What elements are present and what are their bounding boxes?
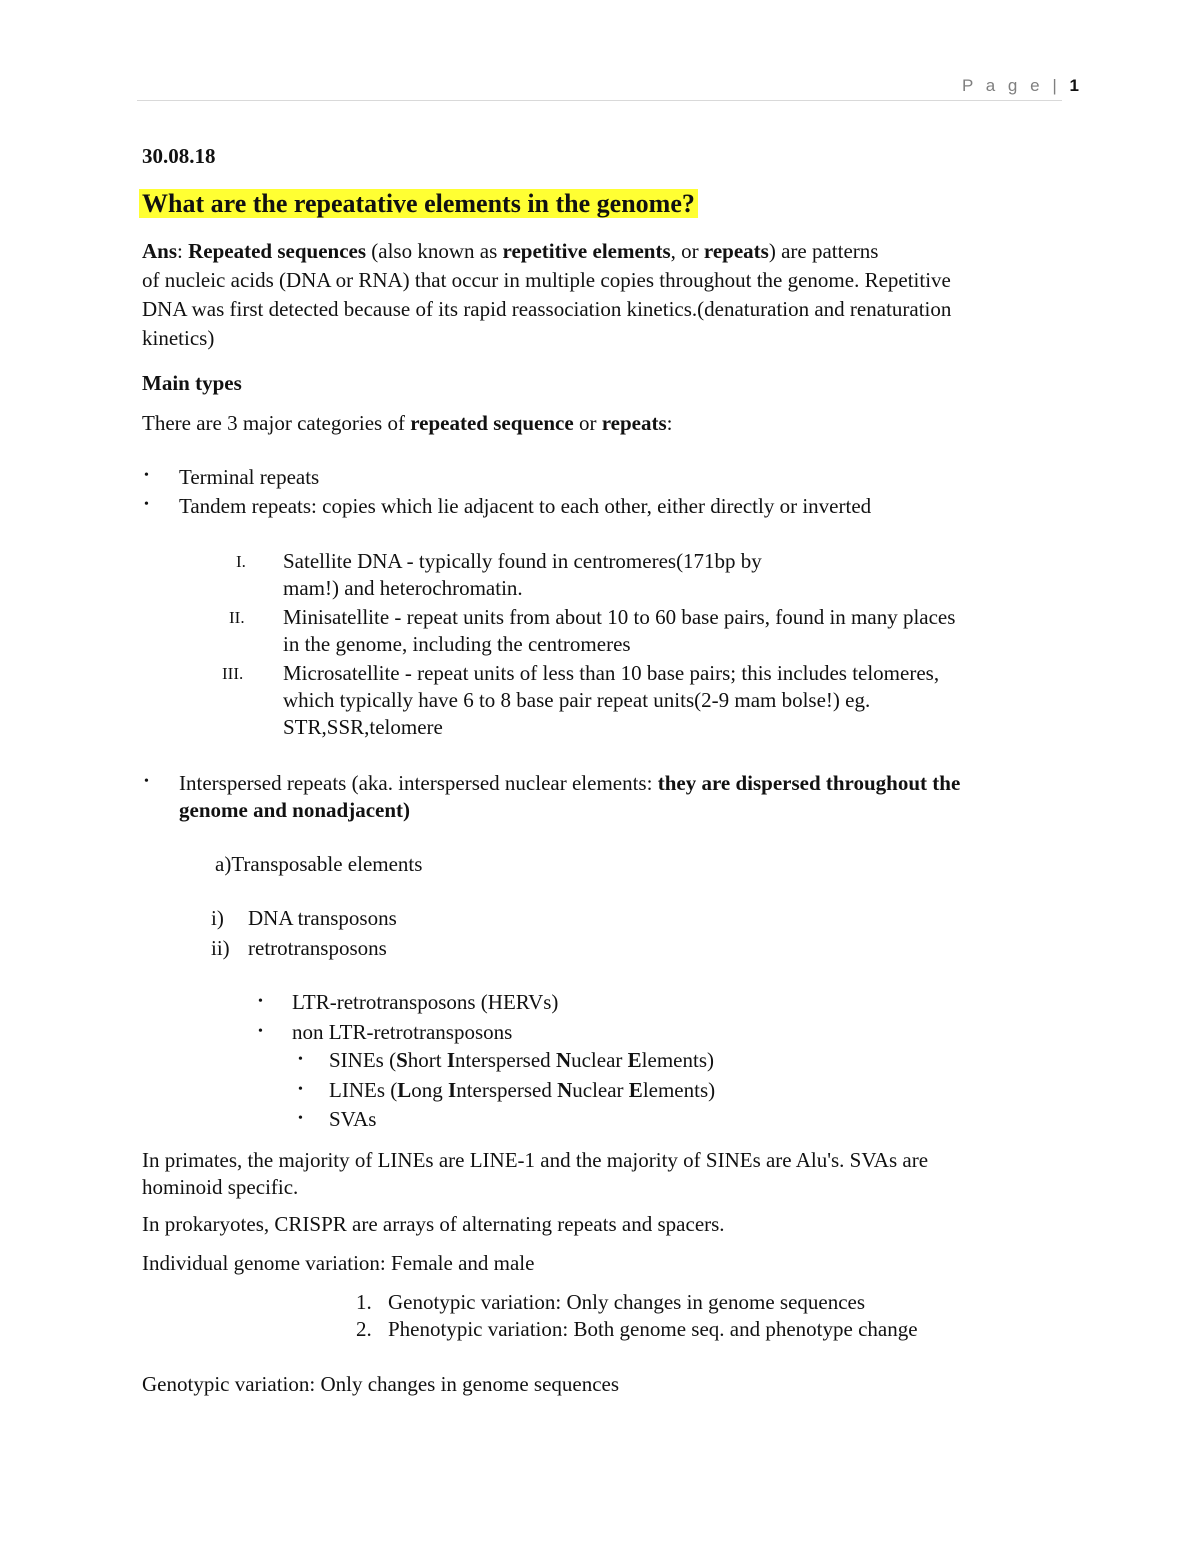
line-m1: ong [411,1078,448,1102]
answer-line-4: kinetics) [142,326,215,350]
sine-m2: nterspersed [455,1048,556,1072]
sine-pre: SINEs ( [329,1048,397,1072]
transposable-num-1: i) [211,906,224,930]
bullet-interspersed-line-2: genome and nonadjacent) [179,798,411,822]
tandem-item-1-line-2: mam!) and heterochromatin. [283,576,523,600]
answer-term-2: repetitive elements [502,239,671,263]
sine-marker: • [298,1052,303,1067]
line-l1: L [397,1078,412,1102]
sine-m1: hort [407,1048,447,1072]
answer-colon: : [177,239,183,263]
sine-item [329,1048,714,1073]
retro-ltr: LTR-retrotransposons (HERVs) [292,990,559,1014]
answer-label: Ans [142,239,178,263]
intro-bold-1: repeated sequence [410,411,574,435]
bullet-terminal-marker: • [144,468,149,483]
bullet-terminal: Terminal repeats [179,465,320,489]
answer-line-1 [142,239,878,264]
intro-end: : [666,411,673,435]
line-l4: E [628,1078,643,1102]
question-heading [139,189,698,219]
transposable-item-1: DNA transposons [248,906,397,930]
sine-l4: E [627,1048,642,1072]
tandem-num-3: III. [222,664,244,683]
tandem-item-3-line-2: which typically have 6 to 8 base pair repeat units(2-9 mam bolse!) eg. [283,688,871,712]
answer-text-2: (also known as [366,239,503,263]
answer-text-4: , or [670,239,704,263]
bullet-tandem-marker: • [144,497,149,512]
tandem-item-1-line-1: Satellite DNA - typically found in centromeres(171bp by [283,549,762,573]
retro-nonltr: non LTR-retrotransposons [292,1020,513,1044]
date: 30.08.18 [142,144,216,168]
tandem-item-2-line-1: Minisatellite - repeat units from about 10 to 60 base pairs, found in many places [283,605,956,629]
tandem-item-3-line-3: STR,SSR,telomere [283,715,443,739]
variation-num-2: 2. [356,1317,372,1341]
bullet-interspersed-line-1 [179,771,960,796]
main-types-heading: Main types [142,371,242,395]
sva-item: SVAs [329,1107,377,1131]
tandem-item-3-line-1: Microsatellite - repeat units of less than 10 base pairs; this includes telomeres, [283,661,940,685]
sine-l2: I [446,1048,456,1072]
sine-l3: N [555,1048,572,1072]
intro-pre: There are 3 major categories of [142,411,411,435]
sine-m3: uclear [571,1048,628,1072]
prokaryotes-line: In prokaryotes, CRISPR are arrays of alternating repeats and spacers. [142,1212,725,1236]
variation-num-1: 1. [356,1290,372,1314]
line-item [329,1078,715,1103]
bullet-interspersed-marker: • [144,774,149,789]
page-header [962,76,1079,96]
individual-variation: Individual genome variation: Female and male [142,1251,535,1275]
tandem-num-1: I. [236,552,246,571]
retro-nonltr-marker: • [258,1024,263,1039]
transposable-item-2: retrotransposons [248,936,387,960]
line-l2: I [448,1078,457,1102]
page-number: 1 [1069,76,1079,95]
line-m2: nterspersed [456,1078,558,1102]
interspersed-pre: Interspersed repeats (aka. interspersed nuclear elements: [179,771,658,795]
sine-end: lements) [641,1048,714,1072]
retro-ltr-marker: • [258,994,263,1009]
intro-bold-2: repeats [601,411,667,435]
intro-mid: or [573,411,602,435]
variation-item-1: Genotypic variation: Only changes in genome sequences [388,1290,866,1314]
answer-term-1: Repeated sequences [188,239,367,263]
header-separator: | [1052,76,1061,95]
tandem-item-2-line-2: in the genome, including the centromeres [283,632,631,656]
answer-line-3: DNA was first detected because of its rapid reassociation kinetics.(denaturation and renaturation [142,297,952,321]
primates-line-2: hominoid specific. [142,1175,299,1199]
page-label: P a g e [962,76,1044,95]
variation-item-2: Phenotypic variation: Both genome seq. and phenotype change [388,1317,918,1341]
final-line: Genotypic variation: Only changes in genome sequences [142,1372,620,1396]
answer-term-3: repeats [703,239,769,263]
sva-marker: • [298,1111,303,1126]
header-rule [137,100,1062,101]
transposable-num-2: ii) [211,936,230,960]
sine-l1: S [396,1048,408,1072]
interspersed-bold-1: they are dispersed throughout the [657,771,961,795]
answer-text-6: ) are patterns [768,239,879,263]
tandem-num-2: II. [229,608,245,627]
bullet-tandem: Tandem repeats: copies which lie adjacent to each other, either directly or inverted [179,494,872,518]
line-l3: N [557,1078,573,1102]
answer-line-2: of nucleic acids (DNA or RNA) that occur in multiple copies throughout the genome. Repetitive [142,268,951,292]
main-types-intro [142,411,672,436]
line-pre: LINEs ( [329,1078,398,1102]
primates-line-1: In primates, the majority of LINEs are LINE-1 and the majority of SINEs are Alu's. SVAs are [142,1148,929,1172]
line-m3: uclear [572,1078,629,1102]
question-text: What are the repeatative elements in the genome? [139,189,698,218]
transposable-heading: a)Transposable elements [215,852,423,876]
line-end: lements) [642,1078,716,1102]
line-marker: • [298,1082,303,1097]
